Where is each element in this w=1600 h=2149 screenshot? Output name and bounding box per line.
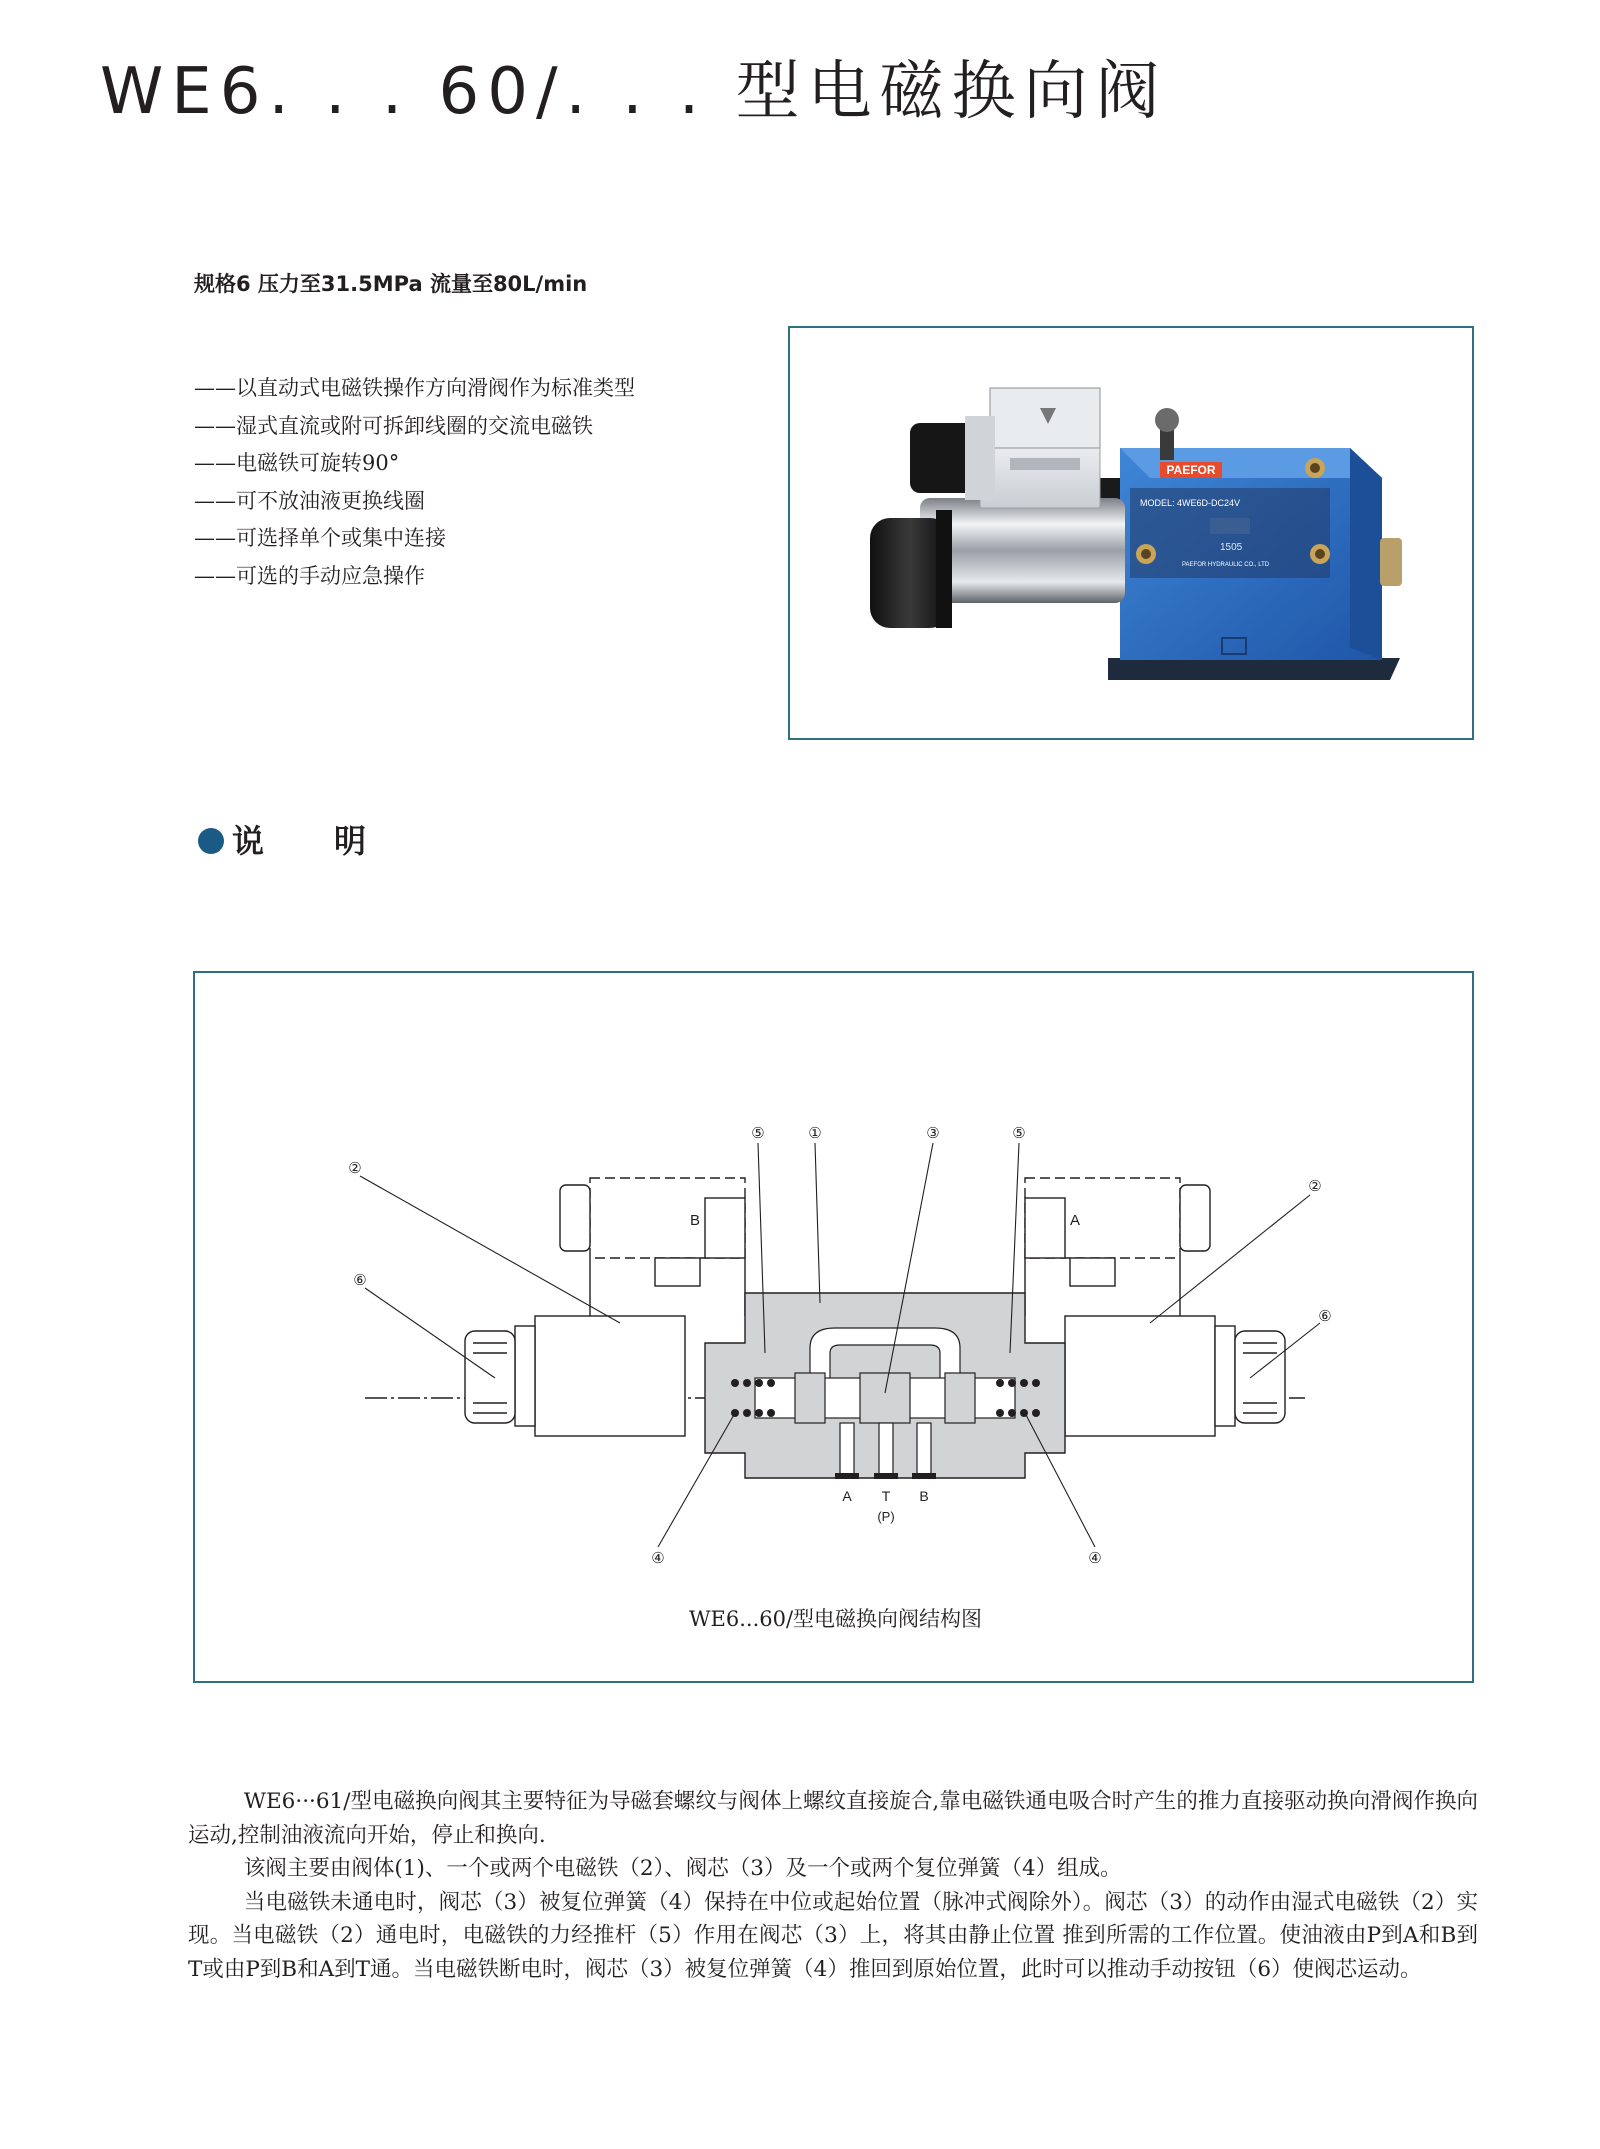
callout-5-left: ⑤ bbox=[751, 1125, 765, 1142]
port-label-p: (P) bbox=[877, 1509, 895, 1524]
feature-item: ——湿式直流或附可拆卸线圈的交流电磁铁 bbox=[194, 413, 593, 438]
serial-label: 1505 bbox=[1220, 542, 1243, 553]
body-paragraph: 该阀主要由阀体(1)、一个或两个电磁铁（2）、阀芯（3）及一个或两个复位弹簧（4）组成。 bbox=[243, 1856, 1122, 1881]
right-knob bbox=[1235, 1331, 1285, 1423]
left-knob bbox=[465, 1331, 515, 1423]
maker-label: PAEFOR HYDRAULIC CO., LTD bbox=[1182, 562, 1270, 568]
callout-2-left: ② bbox=[348, 1160, 362, 1177]
callout-2-right: ② bbox=[1308, 1178, 1322, 1195]
section-heading-text: 说 明 bbox=[232, 822, 369, 860]
section-heading bbox=[198, 816, 368, 862]
diagram-frame bbox=[193, 971, 1474, 1683]
body-text bbox=[188, 1785, 1478, 1986]
body-paragraph: WE6···61/型电磁换向阀其主要特征为导磁套螺纹与阀体上螺纹直接旋合,靠电磁铁通电吸合时产生的推力直接驱动换向滑阀作换向运动,控制油液流向开始，停止和换向. bbox=[188, 1789, 1478, 1848]
port-label-a: A bbox=[842, 1488, 852, 1504]
port-label-t: T bbox=[881, 1488, 891, 1504]
bullet-dot-icon bbox=[198, 828, 224, 854]
callout-4-left: ④ bbox=[651, 1550, 665, 1567]
feature-item: ——电磁铁可旋转90° bbox=[194, 451, 400, 475]
diagram-caption: WE6...60/型电磁换向阀结构图 bbox=[688, 1607, 983, 1631]
feature-item: ——可选择单个或集中连接 bbox=[194, 526, 446, 550]
feature-list bbox=[194, 370, 635, 595]
page-title: WE6. . . 60/. . . 型电磁换向阀 bbox=[100, 55, 1168, 129]
callout-4-right: ④ bbox=[1088, 1550, 1102, 1567]
coil-label-b: B bbox=[689, 1212, 701, 1229]
callout-6-right: ⑥ bbox=[1318, 1308, 1332, 1325]
feature-item: ——以直动式电磁铁操作方向滑阀作为标准类型 bbox=[194, 376, 635, 400]
body-paragraph: 当电磁铁未通电时，阀芯（3）被复位弹簧（4）保持在中位或起始位置（脉冲式阀除外）。阀芯（3）的动作由湿式电磁铁（2）实现。当电磁铁（2）通电时，电磁铁的力经推杆（5）作用在阀芯（3）上，将其由静止位置 推到所需的工作位置。使油液由P到A和B到T或由P到B和A到T通。当电磁铁断电时，阀芯（3）被复位弹簧（4）推回到原始位置，此时可以推动手动按钮（6）使阀芯运动。 bbox=[188, 1889, 1478, 1982]
port-label-b: B bbox=[919, 1488, 929, 1504]
feature-item: ——可不放油液更换线圈 bbox=[194, 488, 425, 513]
feature-item: ——可选的手动应急操作 bbox=[194, 563, 425, 588]
valve-base-plate bbox=[1108, 658, 1400, 680]
callout-5-right: ⑤ bbox=[1012, 1125, 1026, 1142]
callout-6-left: ⑥ bbox=[353, 1272, 367, 1289]
spec-line: 规格6 压力至31.5MPa 流量至80L/min bbox=[194, 272, 588, 296]
model-label: MODEL: 4WE6D-DC24V bbox=[1140, 498, 1241, 508]
brand-label: PAEFOR bbox=[1166, 463, 1216, 477]
valve-structure-diagram bbox=[195, 973, 1472, 1573]
coil-label-a: A bbox=[1069, 1212, 1081, 1229]
callout-3: ③ bbox=[926, 1125, 940, 1142]
product-photo bbox=[790, 328, 1472, 738]
callout-1: ① bbox=[808, 1125, 822, 1142]
product-photo-frame bbox=[788, 326, 1474, 740]
